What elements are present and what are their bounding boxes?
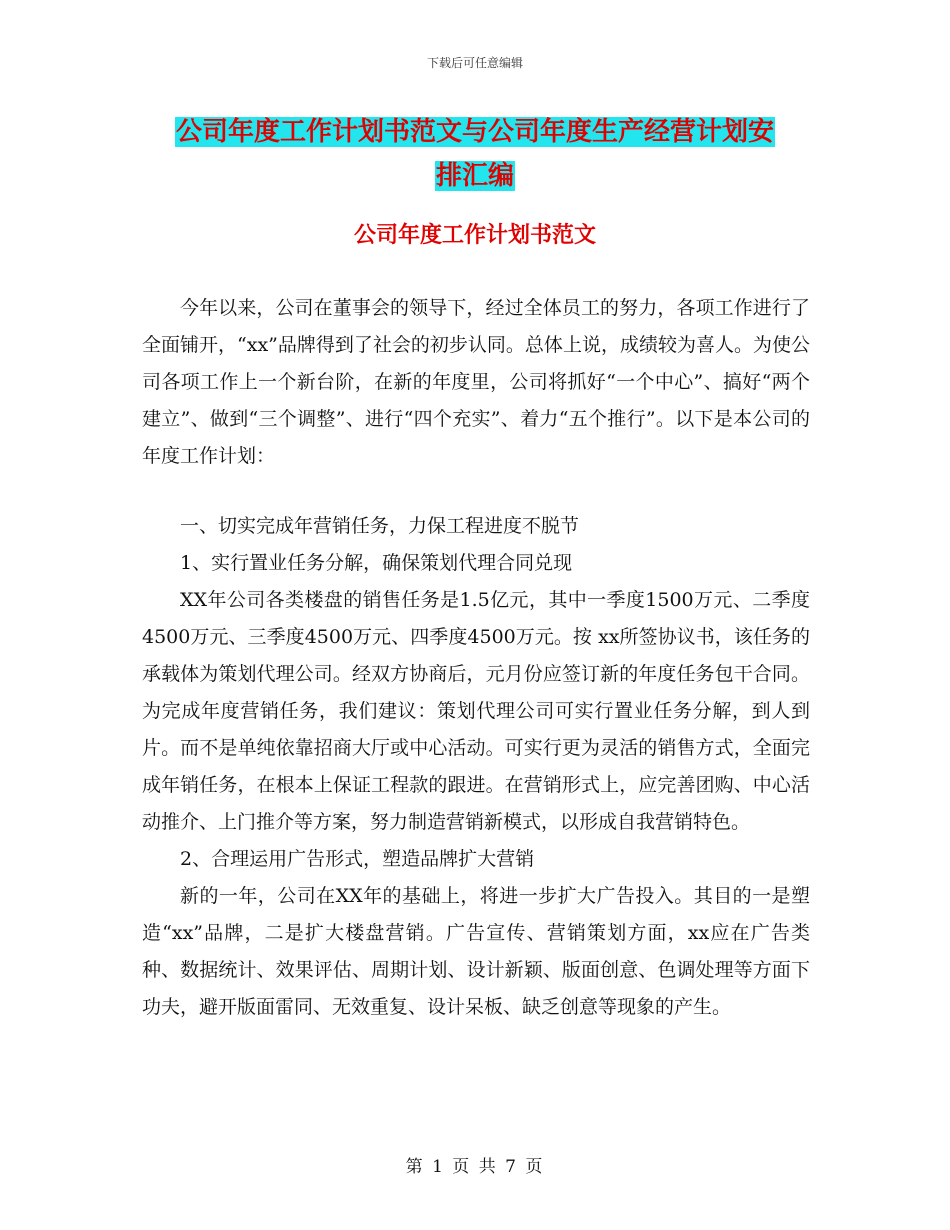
paragraph-1-2: 新的一年，公司在XX年的基础上，将进一步扩大广告投入。其目的一是塑造“xx”品牌，二是扩大楼盘营销。广告宣传、营销策划方面，xx应在广告类种、数据统计、效果评估、周期计划、设计新颖、版面创意、色调处理等方面下功夫，避开版面雷同、无效重复、设计呆板、缺乏创意等现象的产生。 [142, 885, 810, 1018]
intro-paragraph: 今年以来，公司在董事会的领导下，经过全体员工的努力，各项工作进行了全面铺开，“xx”品牌得到了社会的初步认同。总体上说，成绩较为喜人。为使公司各项工作上一个新台阶，在新的年度里，公司将抓好“一个中心”、搞好“两个建立”、做到“三个调整”、进行“四个充实”、着力“五个推行”。以下是本公司的年度工作计划： [142, 297, 810, 467]
document-title [140, 110, 810, 198]
document-title-line-1: 公司年度工作计划书范文与公司年度生产经营计划安 [175, 117, 774, 147]
body-block [142, 508, 810, 1026]
heading-1-2: 2、合理运用广告形式，塑造品牌扩大营销 [180, 848, 535, 870]
page-footer: 第 1 页 共 7 页 [405, 1157, 545, 1177]
heading-1-1: 1、实行置业任务分解，确保策划代理合同兑现 [180, 552, 573, 574]
header-note: 下载后可任意编辑 [426, 56, 523, 70]
section-title: 公司年度工作计划书范文 [353, 223, 596, 248]
intro-block [142, 290, 810, 475]
heading-1: 一、切实完成年营销任务，力保工程进度不脱节 [180, 515, 580, 537]
document-title-line-2: 排汇编 [435, 161, 514, 191]
paragraph-1-1: XX年公司各类楼盘的销售任务是1.5亿元，其中一季度1500万元、二季度4500万元、三季度4500万元、四季度4500万元。按 xx所签协议书，该任务的承载体为策划代理公司。经双方协商后，元月份应签订新的年度任务包干合同。为完成年度营销任务，我们建议：策划代理公司可实行置业任务分解，到人到片。而不是单纯依靠招商大厅或中心活动。可实行更为灵活的销售方式，全面完成年销任务，在根本上保证工程款的跟进。在营销形式上，应完善团购、中心活动推介、上门推介等方案，努力制造营销新模式，以形成自我营销特色。 [142, 589, 810, 833]
